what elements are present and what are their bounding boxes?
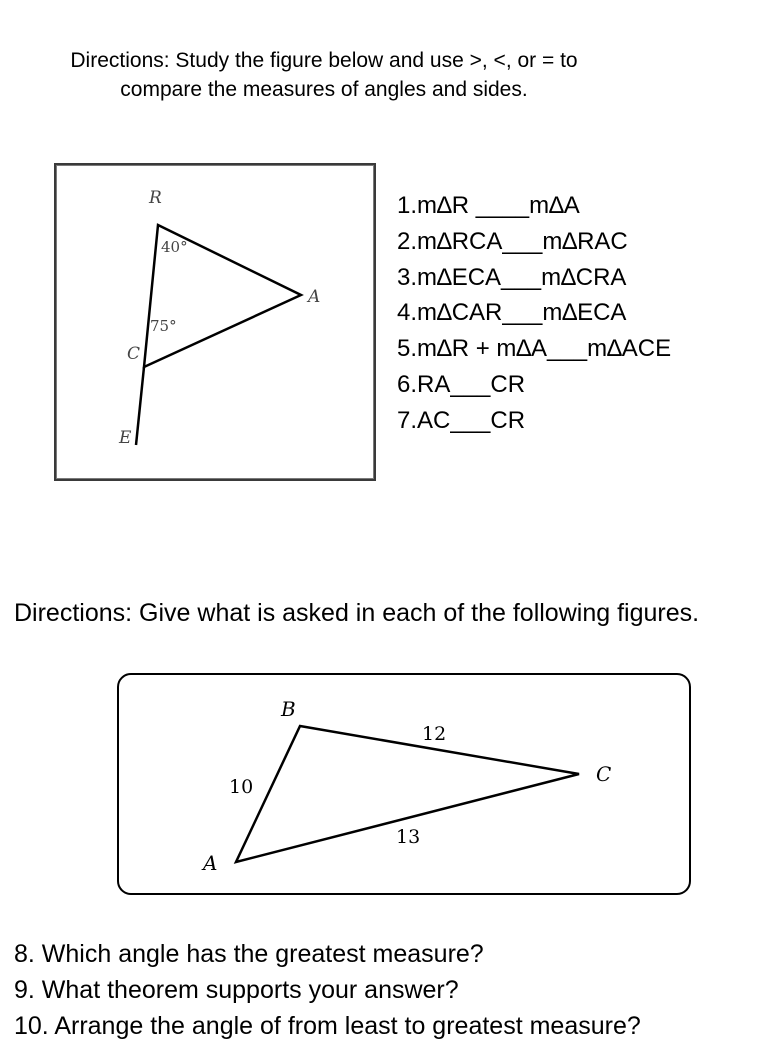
side-label-ac: 13 xyxy=(396,826,421,848)
vertex-label-c: C xyxy=(127,344,141,364)
angle-label-r: 40° xyxy=(161,238,188,256)
triangle-figure-abc xyxy=(117,673,691,895)
triangle-figure-rca xyxy=(54,163,376,481)
comparison-questions xyxy=(397,188,671,439)
vertex-label-a: A xyxy=(203,851,218,875)
triangle-rca-drawing xyxy=(56,165,378,483)
vertex-label-c: C xyxy=(596,762,612,786)
extension-line-ce xyxy=(136,367,144,445)
question-8: 8. Which angle has the greatest measure? xyxy=(14,940,484,968)
side-label-ab: 10 xyxy=(229,776,254,798)
directions-line-2: compare the measures of angles and sides. xyxy=(120,78,528,101)
question-2: 2.m∆RCA___m∆RAC xyxy=(397,227,628,255)
figure-questions xyxy=(14,936,641,1044)
question-6: 6.RA___CR xyxy=(397,370,526,398)
question-9: 9. What theorem supports your answer? xyxy=(14,976,459,1004)
angle-label-c: 75° xyxy=(150,317,177,335)
vertex-label-b: B xyxy=(281,697,296,721)
question-5: 5.m∆R + m∆A___m∆ACE xyxy=(397,335,672,363)
question-1: 1.m∆R ____m∆A xyxy=(397,192,580,219)
triangle-abc-drawing xyxy=(119,675,693,897)
question-4: 4.m∆CAR___m∆ECA xyxy=(397,299,627,327)
vertex-label-e: E xyxy=(119,428,132,448)
directions-give-asked: Directions: Give what is asked in each of the following figures. xyxy=(14,599,700,627)
directions-compare xyxy=(0,46,648,104)
directions-line-1: Directions: Study the figure below and use >, <, or = to xyxy=(70,49,578,72)
question-3: 3.m∆ECA___m∆CRA xyxy=(397,263,627,291)
vertex-label-a: A xyxy=(308,287,321,307)
question-10: 10. Arrange the angle of from least to greatest measure? xyxy=(14,1012,641,1040)
side-label-bc: 12 xyxy=(422,723,447,745)
vertex-label-r: R xyxy=(149,188,162,208)
question-7: 7.AC___CR xyxy=(397,406,526,434)
